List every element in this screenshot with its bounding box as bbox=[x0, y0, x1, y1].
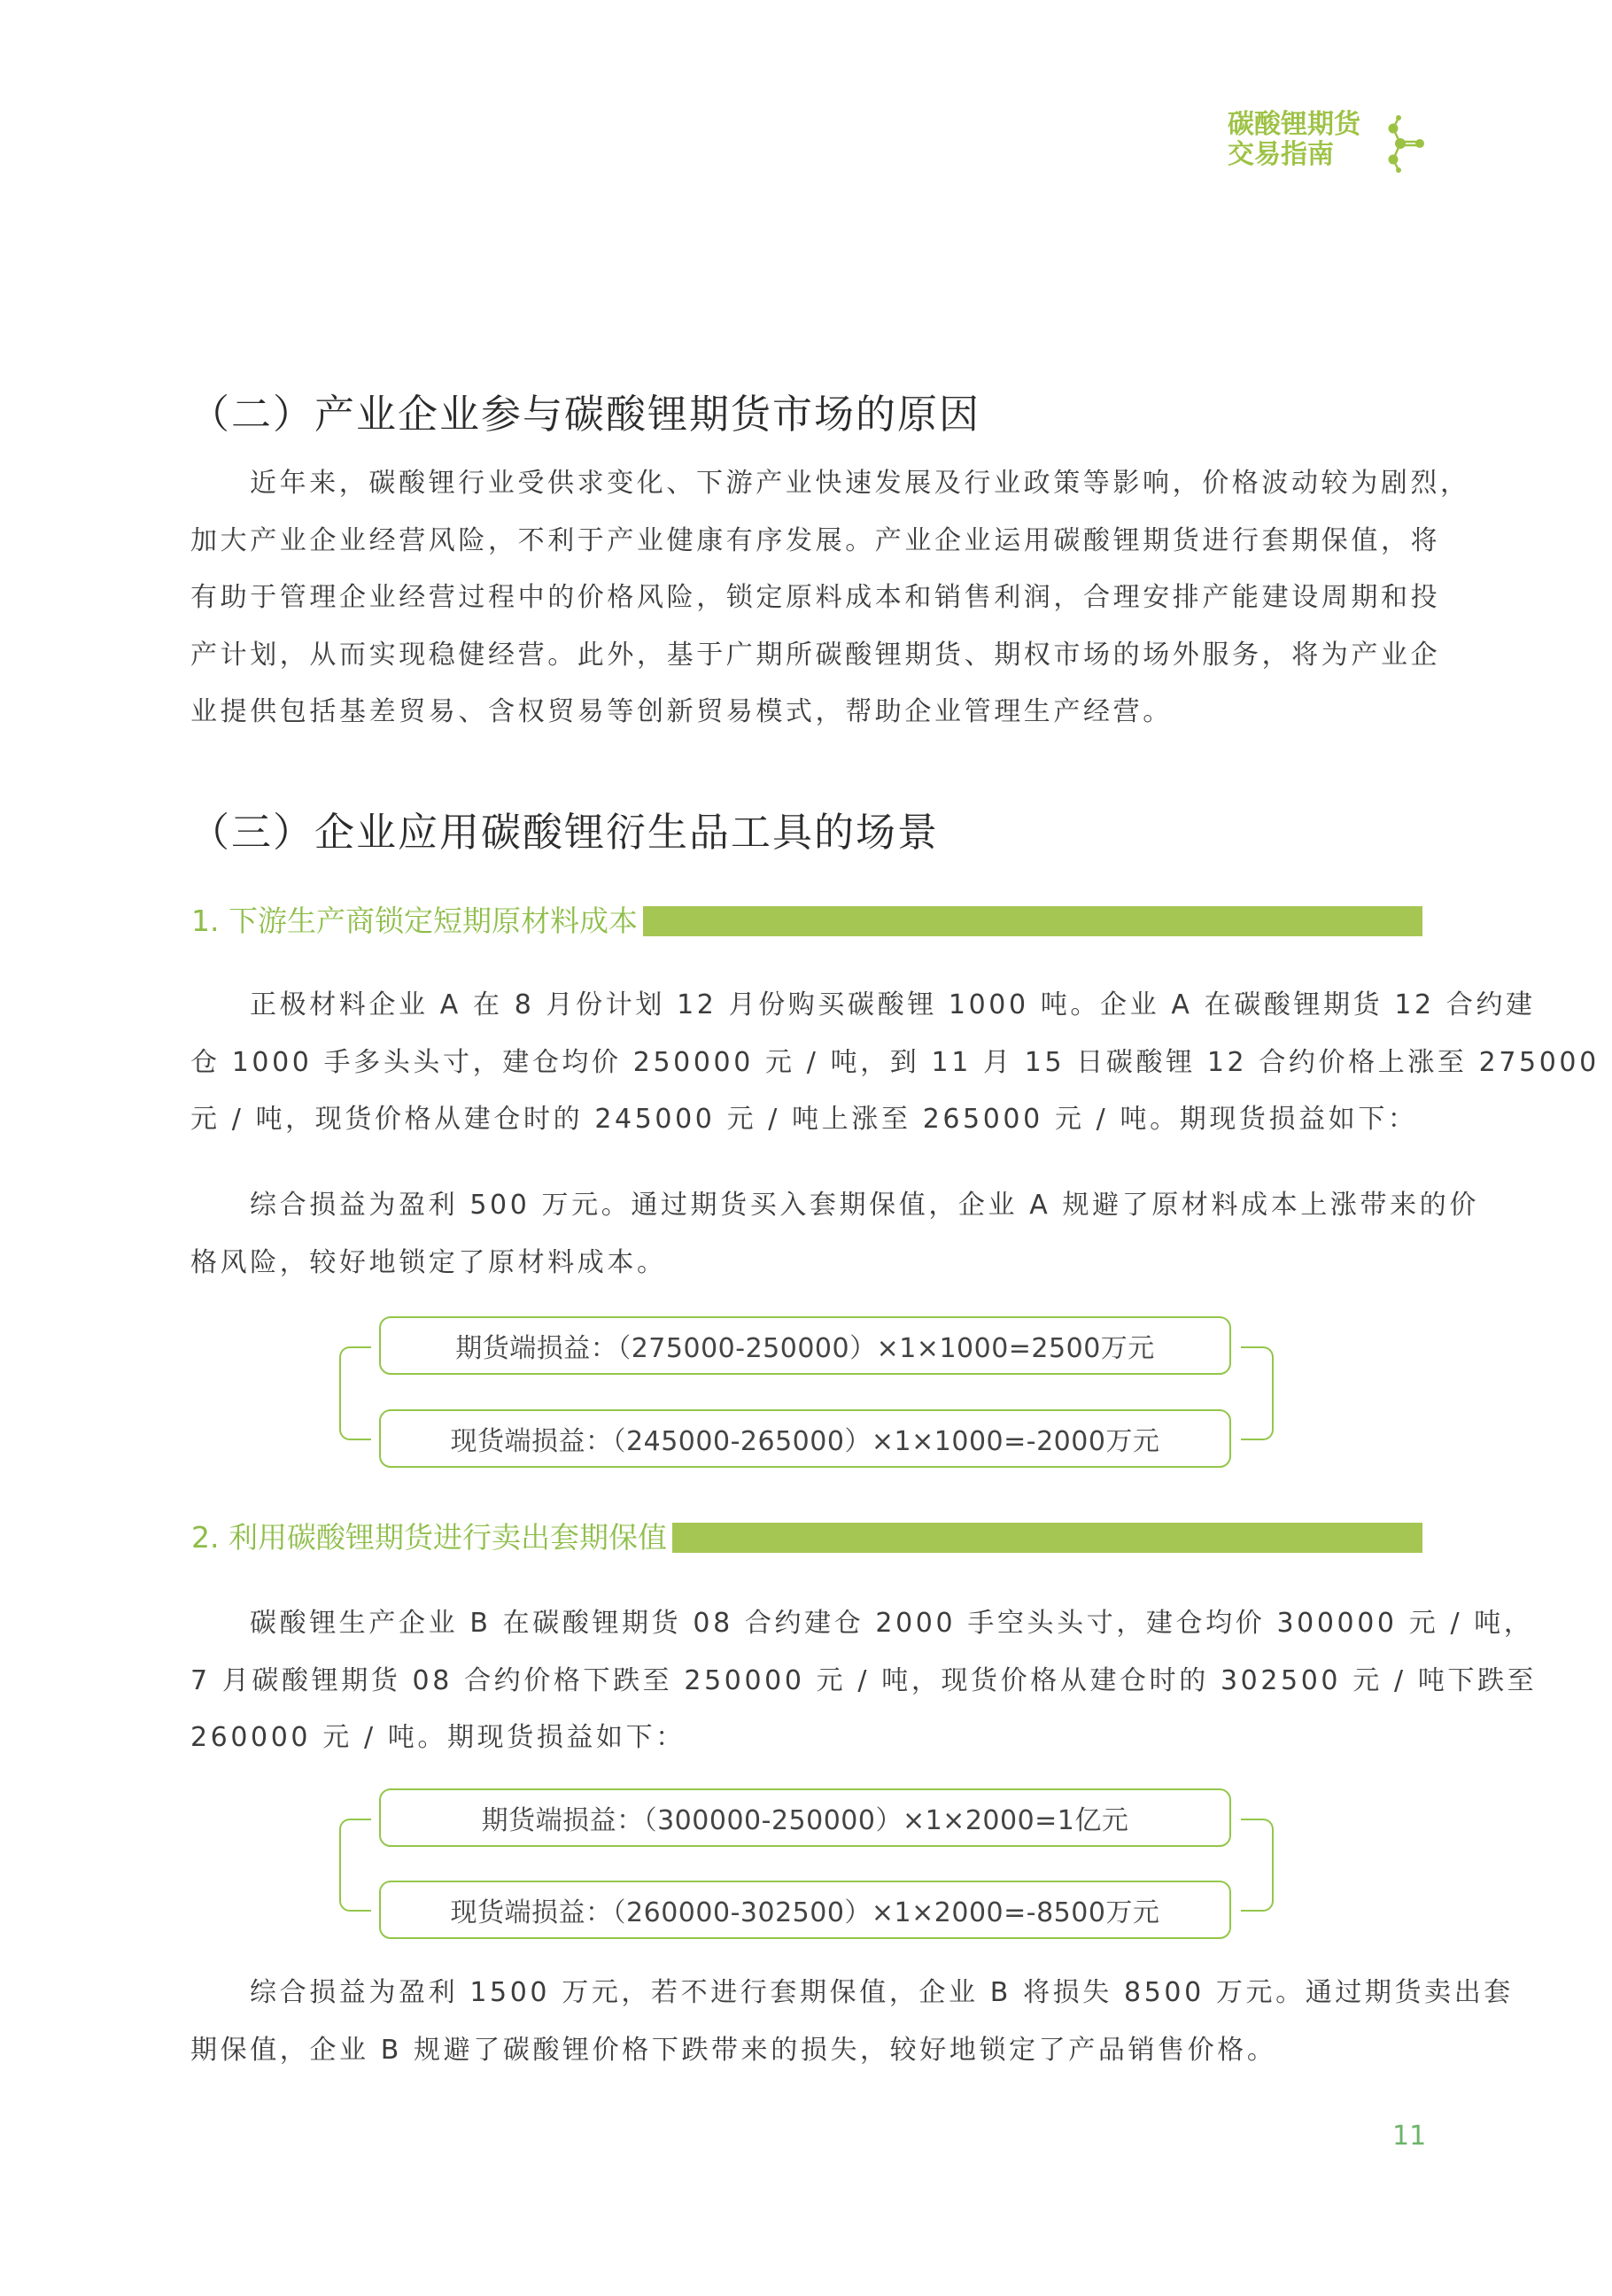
text-line: 加大产业企业经营风险，不利于产业健康有序发展。产业企业运用碳酸锂期货进行套期保值，将 bbox=[190, 524, 1441, 556]
case2-intro-paragraph bbox=[190, 1595, 1538, 1767]
molecule-icon bbox=[1378, 110, 1431, 181]
text-line: 7 月碳酸锂期货 08 合约价格下跌至 250000 元 / 吨，现货价格从建仓时的 302500 元 / 吨下跌至 bbox=[190, 1664, 1538, 1696]
subheading-accent-bar bbox=[643, 906, 1422, 936]
text-line: 格风险，较好地锁定了原材料成本。 bbox=[190, 1246, 667, 1278]
page-number: 11 bbox=[1392, 2121, 1427, 2152]
case2-subheading-label: 2. 利用碳酸锂期货进行卖出套期保值 bbox=[191, 1520, 667, 1555]
logo-line-2: 交易指南 bbox=[1228, 139, 1334, 170]
header-logo-title bbox=[1228, 110, 1360, 170]
section-heading-scenarios: （三）企业应用碳酸锂衍生品工具的场景 bbox=[190, 809, 940, 856]
right-bracket-connector bbox=[1241, 1819, 1274, 1912]
case1-intro-paragraph bbox=[190, 977, 1600, 1149]
left-bracket-connector bbox=[339, 1346, 371, 1440]
logo-line-1: 碳酸锂期货 bbox=[1228, 109, 1360, 140]
text-line: 有助于管理企业经营过程中的价格风险，锁定原料成本和销售利润，合理安排产能建设周期和投 bbox=[190, 582, 1441, 613]
case2-conclusion-paragraph bbox=[190, 1965, 1514, 2079]
text-line: 元 / 吨，现货价格从建仓时的 245000 元 / 吨上涨至 265000 元 / 吨。期现货损益如下： bbox=[190, 1104, 1418, 1135]
text-line: 仓 1000 手多头头寸，建仓均价 250000 元 / 吨，到 11 月 15 日碳酸锂 12 合约价格上涨至 275000 bbox=[190, 1046, 1600, 1078]
case1-futures-pnl-box: 期货端损益：（275000-250000）×1×1000=2500万元 bbox=[379, 1316, 1231, 1375]
left-bracket-connector bbox=[339, 1819, 371, 1912]
case1-subheading-label: 1. 下游生产商锁定短期原材料成本 bbox=[191, 904, 638, 938]
text-line: 碳酸锂生产企业 B 在碳酸锂期货 08 合约建仓 2000 手空头头寸，建仓均价 300000 元 / 吨， bbox=[250, 1608, 1534, 1639]
case1-subheading bbox=[191, 904, 1422, 939]
case1-spot-pnl-box: 现货端损益：（245000-265000）×1×1000=-2000万元 bbox=[379, 1409, 1231, 1468]
case2-futures-pnl-box: 期货端损益：（300000-250000）×1×2000=1亿元 bbox=[379, 1788, 1231, 1847]
text-line: 业提供包括基差贸易、含权贸易等创新贸易模式，帮助企业管理生产经营。 bbox=[190, 696, 1173, 727]
text-line: 期保值，企业 B 规避了碳酸锂价格下跌带来的损失，较好地锁定了产品销售价格。 bbox=[190, 2034, 1277, 2066]
text-line: 综合损益为盈利 1500 万元，若不进行套期保值，企业 B 将损失 8500 万元。通过期货卖出套 bbox=[250, 1977, 1514, 2008]
section-heading-reasons: （二）产业企业参与碳酸锂期货市场的原因 bbox=[190, 391, 981, 438]
case2-subheading bbox=[191, 1520, 1422, 1555]
right-bracket-connector bbox=[1241, 1346, 1274, 1440]
text-line: 产计划，从而实现稳健经营。此外，基于广期所碳酸锂期货、期权市场的场外服务，将为产业企 bbox=[190, 639, 1441, 671]
text-line: 综合损益为盈利 500 万元。通过期货买入套期保值，企业 A 规避了原材料成本上涨带来的价 bbox=[250, 1190, 1479, 1221]
case1-conclusion-paragraph bbox=[190, 1177, 1479, 1292]
text-line: 近年来，碳酸锂行业受供求变化、下游产业快速发展及行业政策等影响，价格波动较为剧烈， bbox=[250, 468, 1470, 499]
reasons-paragraph bbox=[190, 455, 1470, 741]
text-line: 260000 元 / 吨。期现货损益如下： bbox=[190, 1722, 686, 1753]
text-line: 正极材料企业 A 在 8 月份计划 12 月份购买碳酸锂 1000 吨。企业 A 在碳酸锂期货 12 合约建 bbox=[250, 989, 1536, 1020]
case2-spot-pnl-box: 现货端损益：（260000-302500）×1×2000=-8500万元 bbox=[379, 1881, 1231, 1939]
subheading-accent-bar bbox=[672, 1523, 1422, 1553]
